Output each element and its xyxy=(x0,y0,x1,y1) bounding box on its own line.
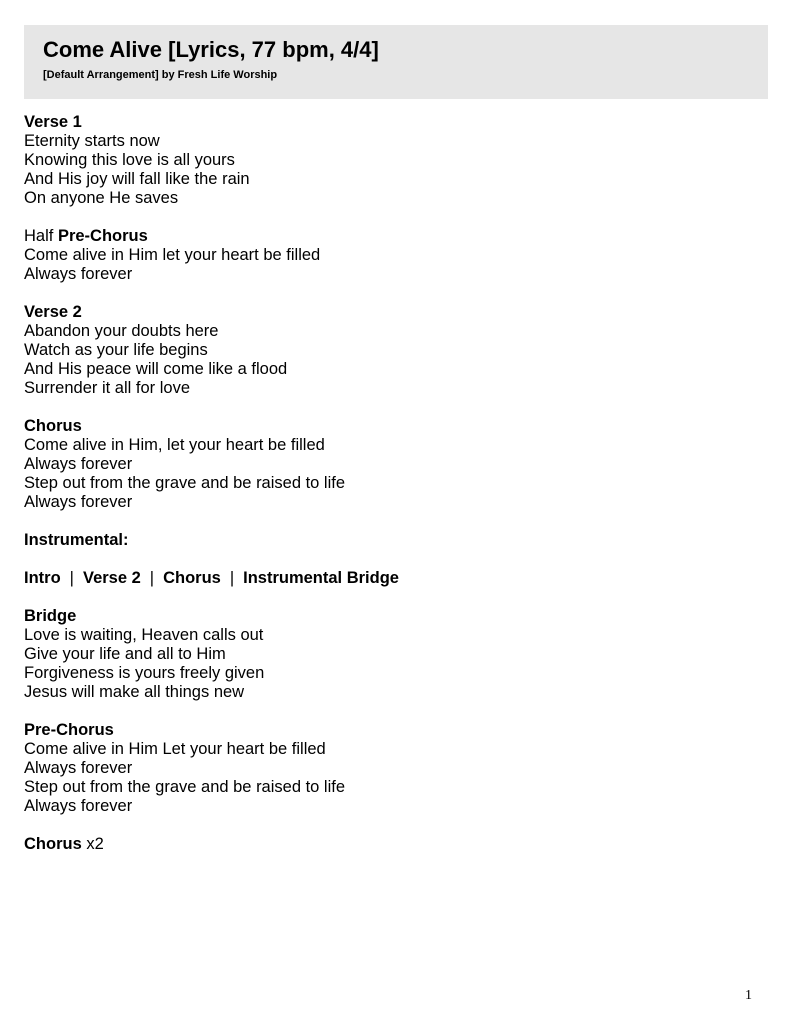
sequence-separator: | xyxy=(69,569,74,587)
section-label: Instrumental: xyxy=(24,531,129,549)
section-final-chorus xyxy=(24,835,764,854)
section-label: Pre-Chorus xyxy=(57,227,148,245)
lyric-line: And His joy will fall like the rain xyxy=(24,170,250,188)
section-label: Pre-Chorus xyxy=(24,721,114,739)
sequence-item: Verse 2 xyxy=(82,569,141,587)
sequence-item: Instrumental Bridge xyxy=(243,569,399,587)
section-prefix: Half xyxy=(24,227,58,245)
lyric-line: Always forever xyxy=(24,759,133,777)
lyrics-body xyxy=(24,113,764,873)
lyric-line: Abandon your doubts here xyxy=(24,322,219,340)
section-label: Verse 2 xyxy=(24,303,82,321)
section-verse-2 xyxy=(24,303,764,398)
section-label: Bridge xyxy=(24,607,77,625)
section-verse-1 xyxy=(24,113,764,208)
section-label: Verse 1 xyxy=(24,113,82,131)
lyric-line: On anyone He saves xyxy=(24,189,179,207)
section-label: Chorus xyxy=(24,417,82,435)
lyric-line: Step out from the grave and be raised to life xyxy=(24,474,346,492)
lyric-line: Forgiveness is yours freely given xyxy=(24,664,265,682)
lyric-line: Come alive in Him let your heart be filled xyxy=(24,246,321,264)
lyric-line: Come alive in Him, let your heart be filled xyxy=(24,436,325,454)
lyric-line: Surrender it all for love xyxy=(24,379,190,397)
lyric-line: Come alive in Him Let your heart be filled xyxy=(24,740,326,758)
lyric-line: Step out from the grave and be raised to life xyxy=(24,778,346,796)
section-label: Chorus xyxy=(24,835,82,853)
section-bridge xyxy=(24,607,764,702)
section-heading xyxy=(24,227,764,246)
song-header xyxy=(24,25,768,99)
section-half-pre-chorus xyxy=(24,227,764,284)
repeat-count: x2 xyxy=(81,835,104,853)
lyric-line: Always forever xyxy=(24,455,133,473)
section-instrumental xyxy=(24,531,764,550)
sequence-line xyxy=(24,569,764,588)
section-chorus xyxy=(24,417,764,512)
song-title: Come Alive [Lyrics, 77 bpm, 4/4] xyxy=(43,37,379,62)
lyric-line: Love is waiting, Heaven calls out xyxy=(24,626,264,644)
song-subtitle: [Default Arrangement] by Fresh Life Worship xyxy=(43,69,278,81)
lyric-line: Jesus will make all things new xyxy=(24,683,245,701)
sequence-item: Chorus xyxy=(163,569,221,587)
sequence-separator: | xyxy=(149,569,155,587)
lyric-line: Always forever xyxy=(24,265,133,283)
sequence-item: Intro xyxy=(24,569,61,587)
lyric-line: Give your life and all to Him xyxy=(24,645,226,663)
page-number: 1 xyxy=(745,988,752,1003)
lyric-line: Eternity starts now xyxy=(24,132,160,150)
lyric-line: Watch as your life begins xyxy=(24,341,208,359)
lyric-line: Knowing this love is all yours xyxy=(24,151,235,169)
sequence-separator: | xyxy=(229,569,235,587)
lyric-line: And His peace will come like a flood xyxy=(24,360,288,378)
arrangement-sequence xyxy=(24,569,764,588)
section-pre-chorus xyxy=(24,721,764,816)
lyric-line: Always forever xyxy=(24,797,133,815)
lyric-line: Always forever xyxy=(24,493,133,511)
section-heading xyxy=(24,835,764,854)
